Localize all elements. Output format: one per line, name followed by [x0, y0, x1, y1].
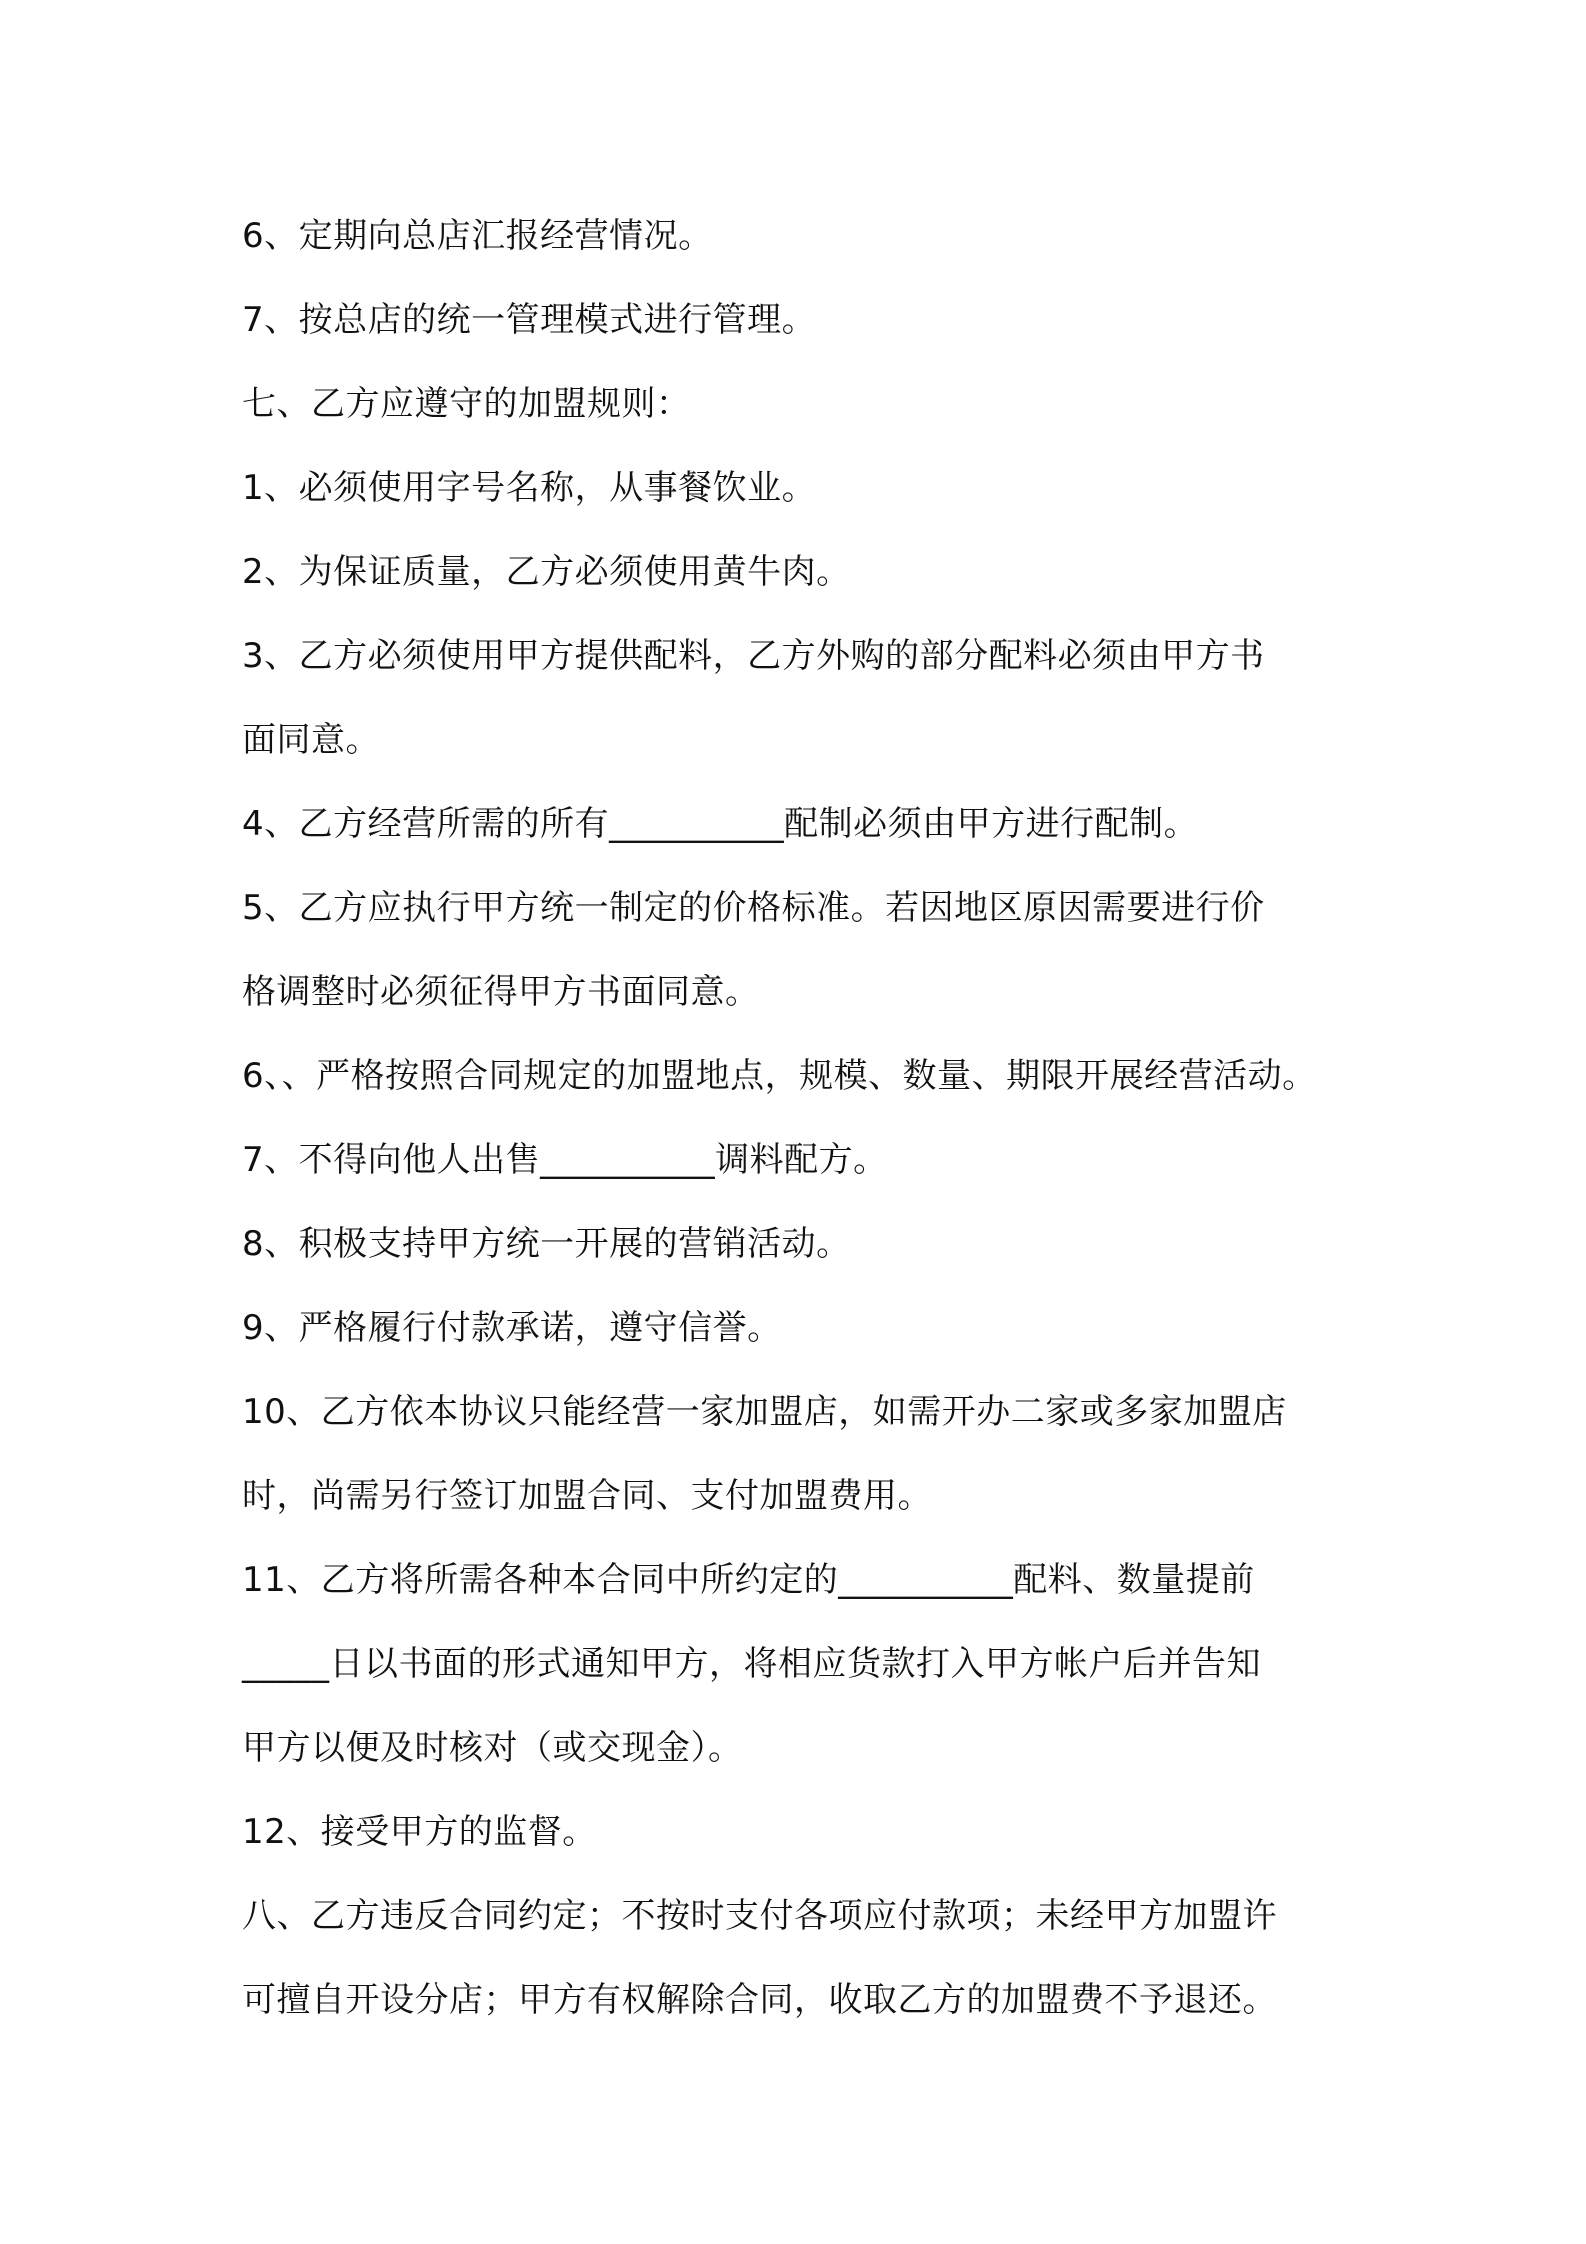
clause-line-continued: 可擅自开设分店；甲方有权解除合同，收取乙方的加盟费不予退还。	[242, 1980, 1277, 2020]
clause-line: 8、积极支持甲方统一开展的营销活动。	[242, 1224, 851, 1264]
clause-line: 5、乙方应执行甲方统一制定的价格标准。若因地区原因需要进行价	[242, 888, 1265, 928]
clause-line: 1、必须使用字号名称，从事餐饮业。	[242, 468, 817, 508]
section-heading: 七、乙方应遵守的加盟规则：	[242, 384, 691, 424]
clause-line-continued: 时，尚需另行签订加盟合同、支付加盟费用。	[242, 1476, 932, 1516]
clause-line: 4、乙方经营所需的所有__________配制必须由甲方进行配制。	[242, 804, 1199, 844]
clause-line: 7、按总店的统一管理模式进行管理。	[242, 300, 817, 340]
clause-line: 2、为保证质量，乙方必须使用黄牛肉。	[242, 552, 851, 592]
clause-line-continued: 面同意。	[242, 720, 380, 760]
clause-line-continued: 格调整时必须征得甲方书面同意。	[242, 972, 760, 1012]
section-heading: 八、乙方违反合同约定；不按时支付各项应付款项；未经甲方加盟许	[242, 1896, 1277, 1936]
clause-line: 3、乙方必须使用甲方提供配料，乙方外购的部分配料必须由甲方书	[242, 636, 1265, 676]
clause-line: 11、乙方将所需各种本合同中所约定的__________配料、数量提前	[242, 1560, 1255, 1600]
clause-line: 6、定期向总店汇报经营情况。	[242, 216, 713, 256]
clause-line-continued: 甲方以便及时核对（或交现金）。	[242, 1728, 743, 1768]
clause-line: 7、不得向他人出售__________调料配方。	[242, 1140, 888, 1180]
clause-line: 10、乙方依本协议只能经营一家加盟店，如需开办二家或多家加盟店	[242, 1392, 1287, 1432]
clause-line: 12、接受甲方的监督。	[242, 1812, 597, 1852]
document-body	[242, 194, 1362, 2042]
clause-line: 6、、严格按照合同规定的加盟地点，规模、数量、期限开展经营活动。	[242, 1056, 1317, 1096]
clause-line-continued: _____日以书面的形式通知甲方，将相应货款打入甲方帐户后并告知	[242, 1644, 1261, 1684]
clause-line: 9、严格履行付款承诺，遵守信誉。	[242, 1308, 782, 1348]
